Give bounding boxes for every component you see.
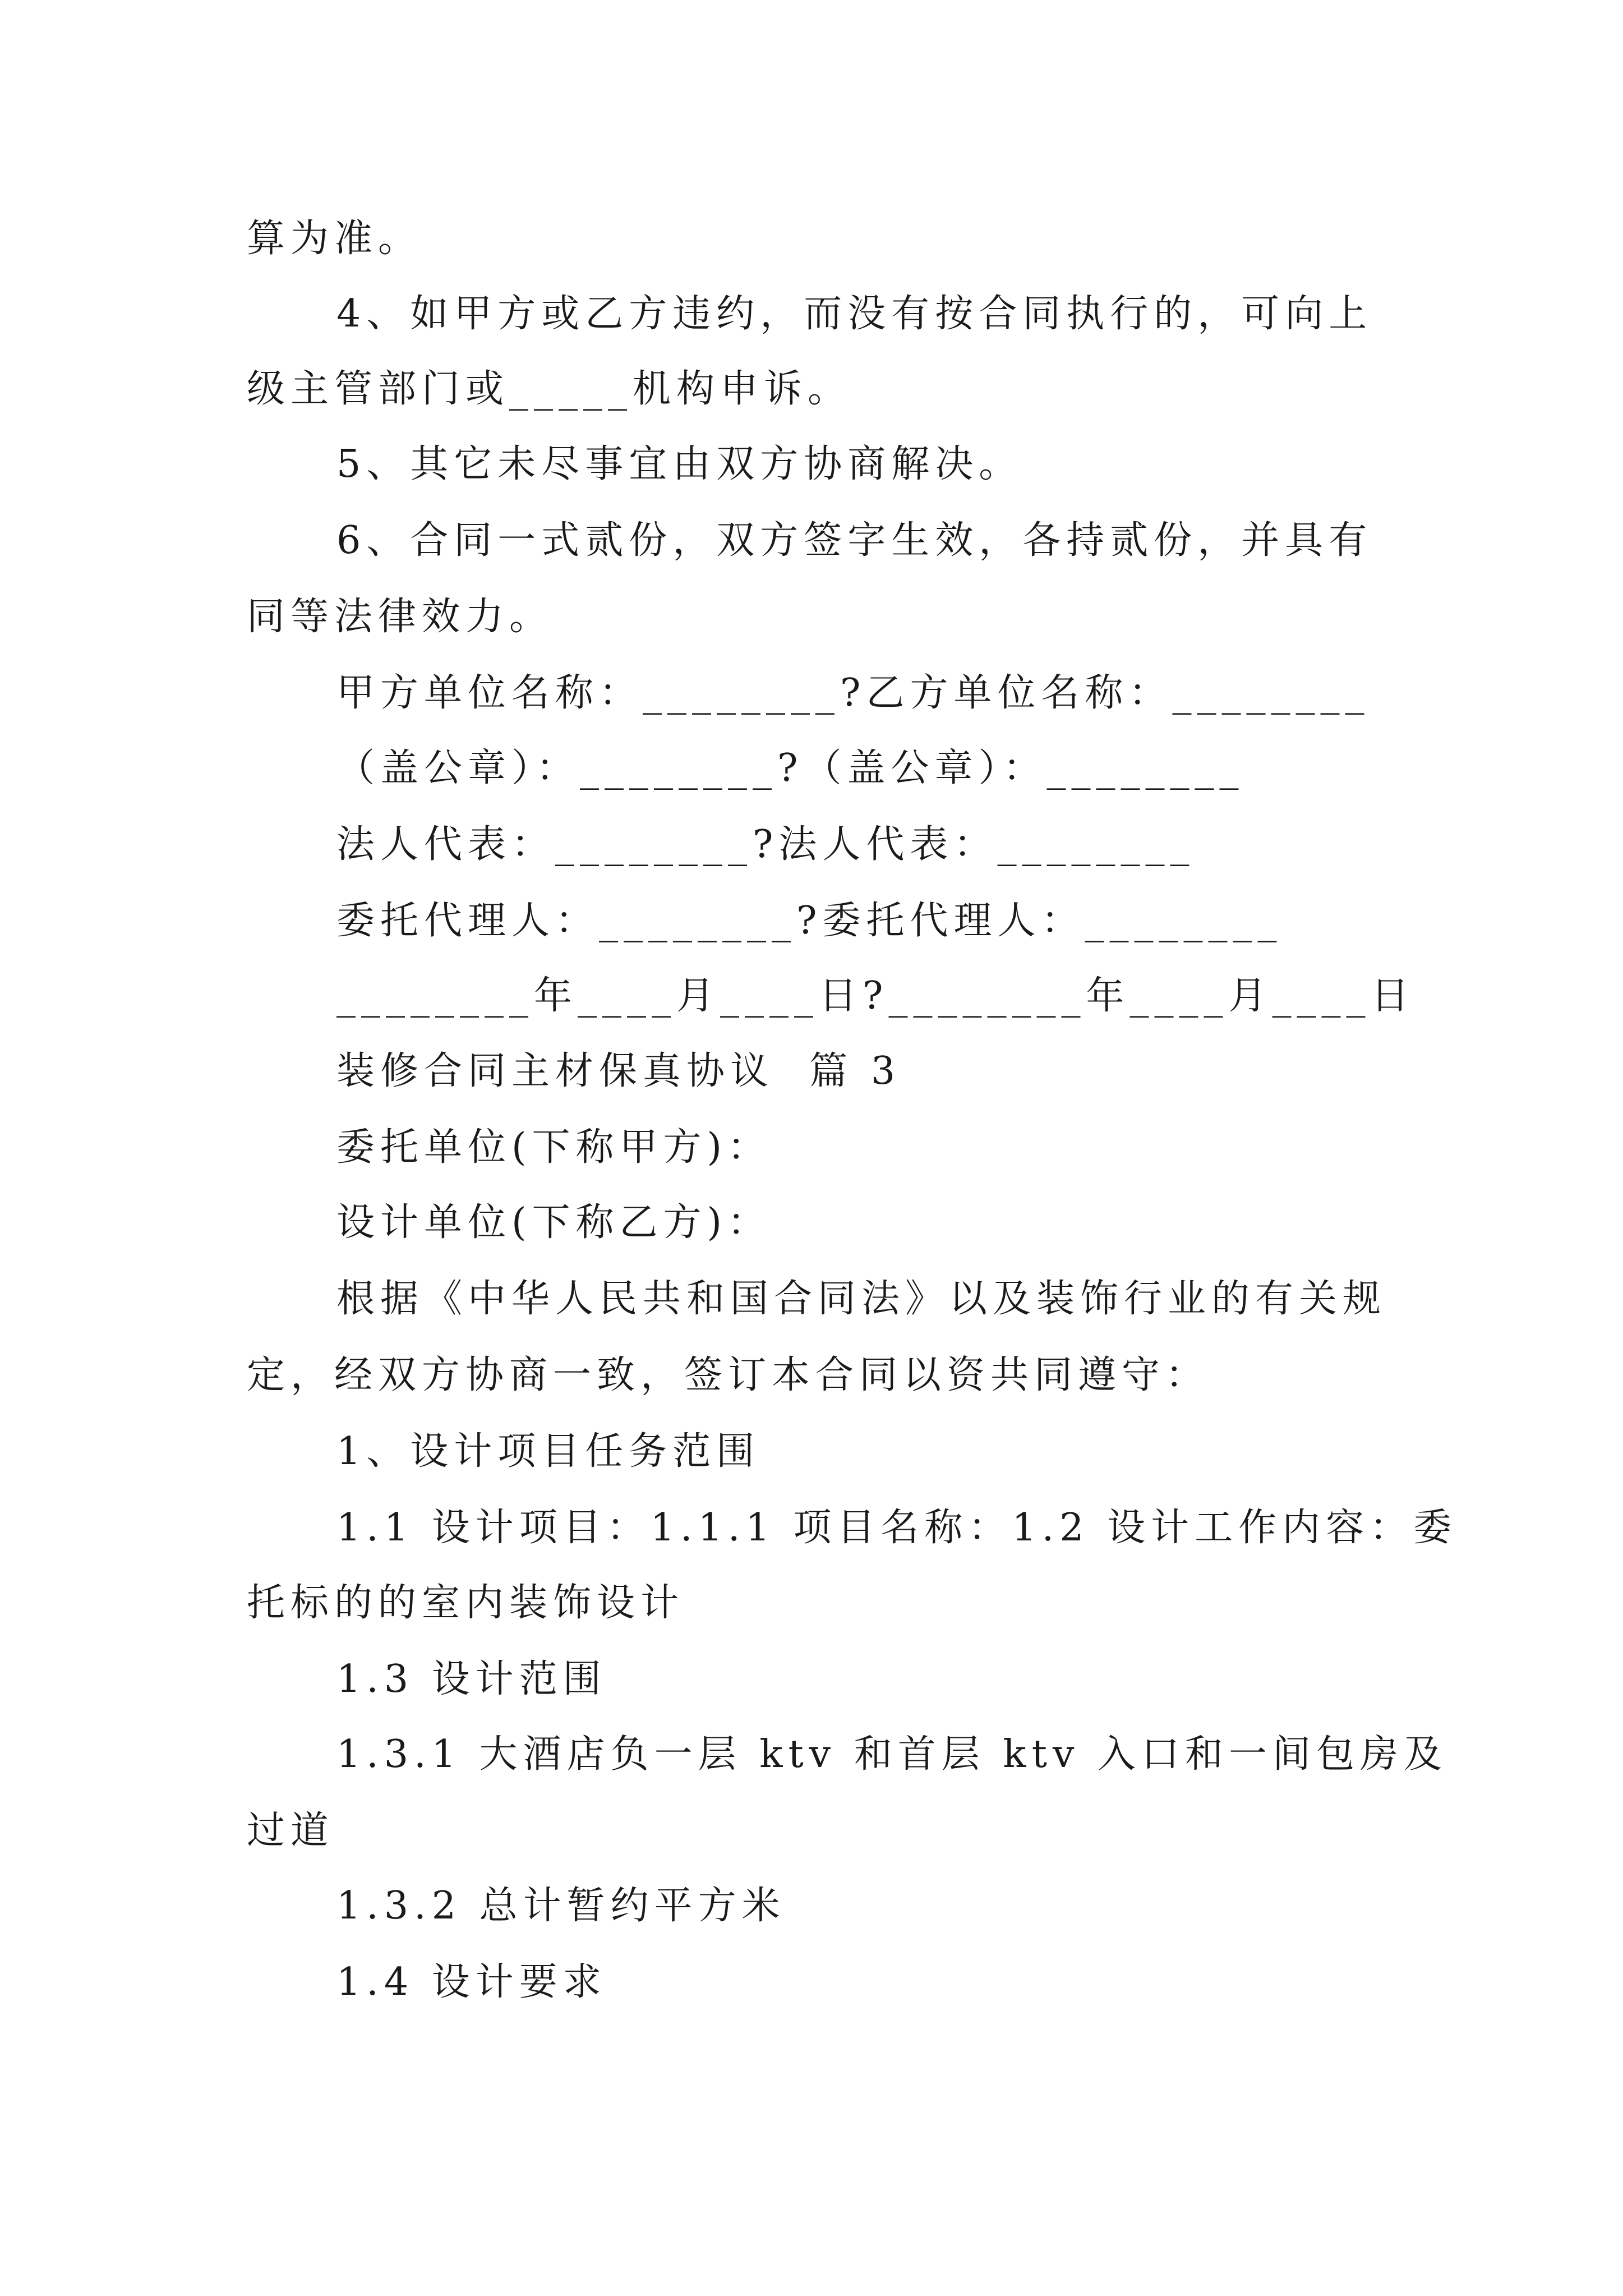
text-line: 1.1 设计项目：1.1.1 项目名称：1.2 设计工作内容：委: [336, 1506, 1458, 1550]
text-line: 根据《中华人民共和国合同法》以及装饰行业的有关规: [336, 1277, 1387, 1321]
text-line: 法人代表：________?法人代表：________: [336, 822, 1195, 867]
text-line: 级主管部门或_____机构申诉。: [247, 367, 852, 411]
text-line: 托标的的室内装饰设计: [247, 1581, 685, 1625]
text-line: （盖公章）：________?（盖公章）：________: [336, 746, 1244, 790]
text-line: 1.3 设计范围: [336, 1657, 607, 1701]
text-line: ________年____月____日?________年____月____日: [336, 974, 1415, 1018]
text-line: 1.3.2 总计暂约平方米: [336, 1884, 786, 1928]
text-line: 5、其它未尽事宜由双方协商解决。: [336, 442, 1023, 486]
text-line: 委托代理人：________?委托代理人：________: [336, 899, 1283, 943]
text-line: 委托单位(下称甲方)：: [336, 1125, 772, 1170]
text-line: 算为准。: [247, 217, 422, 261]
text-line: 过道: [247, 1809, 335, 1853]
text-line: 4、如甲方或乙方违约，而没有按合同执行的，可向上: [336, 292, 1373, 336]
text-line: 1.4 设计要求: [336, 1960, 607, 2004]
text-line: 1.3.1 大酒店负一层 ktv 和首层 ktv 入口和一间包房及: [336, 1732, 1447, 1777]
text-line: 6、合同一式贰份，双方签字生效，各持贰份，并具有: [336, 518, 1373, 563]
text-line: 同等法律效力。: [247, 595, 554, 639]
text-line: 定，经双方协商一致，签订本合同以资共同遵守：: [247, 1353, 1210, 1397]
text-line: 1、设计项目任务范围: [336, 1429, 760, 1474]
section-heading: 装修合同主材保真协议 篇 3: [336, 1049, 901, 1093]
text-line: 甲方单位名称：________?乙方单位名称：________: [336, 671, 1370, 715]
text-line: 设计单位(下称乙方)：: [336, 1200, 772, 1245]
